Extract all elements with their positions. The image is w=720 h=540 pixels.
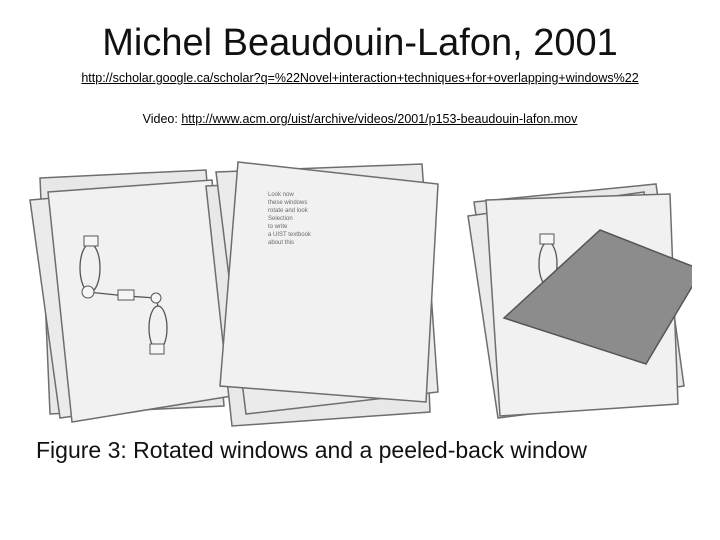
rotated-windows-figure (28, 160, 692, 428)
scholar-link-line (0, 70, 720, 86)
note-line: Selection (268, 216, 293, 222)
note-line: to write (268, 224, 288, 230)
note-line: these windows (268, 200, 308, 206)
note-line: a UIST textbook (268, 232, 311, 238)
video-link[interactable]: http://www.acm.org/uist/archive/videos/2001/p153-beaudouin-lafon.mov (181, 112, 578, 126)
figure-caption: Figure 3: Rotated windows and a peeled-back window (36, 437, 588, 463)
left-front-sheet (48, 180, 232, 422)
video-link-line (0, 111, 720, 127)
scholar-link[interactable]: http://scholar.google.ca/scholar?q=%22Novel+interaction+techniques+for+overlapping+windows%22 (81, 71, 639, 85)
note-line: about this (268, 240, 295, 246)
figure-illustration (28, 160, 692, 428)
video-label: Video: (142, 112, 182, 126)
left-window-stack (30, 170, 232, 422)
note-line: Look now (268, 192, 294, 198)
slide-title: Michel Beaudouin-Lafon, 2001 (102, 22, 618, 64)
note-line: rotate and look (268, 208, 308, 214)
middle-front-sheet (220, 162, 438, 402)
right-window-stack (468, 184, 692, 418)
middle-window-stack (206, 162, 438, 426)
